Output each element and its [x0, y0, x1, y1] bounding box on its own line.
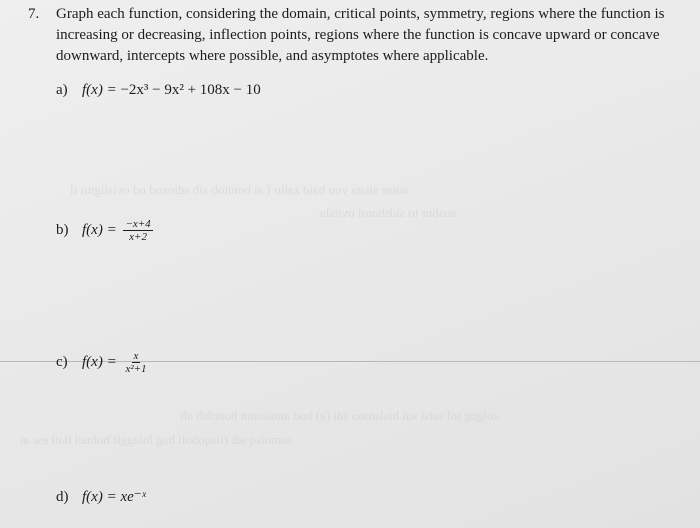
part-label: b)	[56, 221, 69, 238]
bleed-through-text: aosbur to sidsbarol oviisla	[320, 205, 457, 220]
function-lhs: f(x) =	[82, 82, 121, 98]
fraction-denominator: x²+1	[125, 363, 147, 375]
bleed-through-text: aolgug tol salsi sui bislsmoo sdi (a) hod anoitonut bonolsb alt	[180, 408, 500, 423]
fraction-numerator: x	[133, 350, 139, 362]
fraction-denominator: x+2	[129, 231, 147, 243]
function-lhs: f(x) =	[82, 353, 121, 370]
function-rhs: −2x³ − 9x² + 108x − 10	[120, 82, 261, 98]
function-lhs: f(x) =	[82, 221, 121, 238]
part-d	[56, 487, 146, 506]
part-label: c)	[56, 353, 68, 370]
part-label: d)	[56, 489, 69, 505]
part-b	[56, 218, 153, 243]
fraction	[123, 350, 148, 375]
function-lhs: f(x) =	[82, 489, 121, 505]
bleed-through-text: asmoisq sdi (lisqoboli bag lolaggit bohuel tlait ew at	[20, 432, 293, 447]
problem-statement: Graph each function, considering the domain, critical points, symmetry, regions where the function is increasing or decreasing, inflection points, regions where the function is concave upward or concave downward, intercepts where possible, and asymptotes where applicable.	[56, 6, 665, 64]
bleed-through-text: aoise sitats you baid zallo f ai bonitob sib sdiozod od ovisilgmi il	[70, 182, 408, 197]
problem-number: 7.	[28, 6, 40, 22]
function-rhs: xe⁻ˣ	[120, 489, 146, 505]
part-c	[56, 350, 149, 375]
fraction	[123, 218, 152, 243]
part-a	[56, 82, 261, 99]
fraction-numerator: −x+4	[125, 218, 151, 230]
part-label: a)	[56, 82, 68, 98]
